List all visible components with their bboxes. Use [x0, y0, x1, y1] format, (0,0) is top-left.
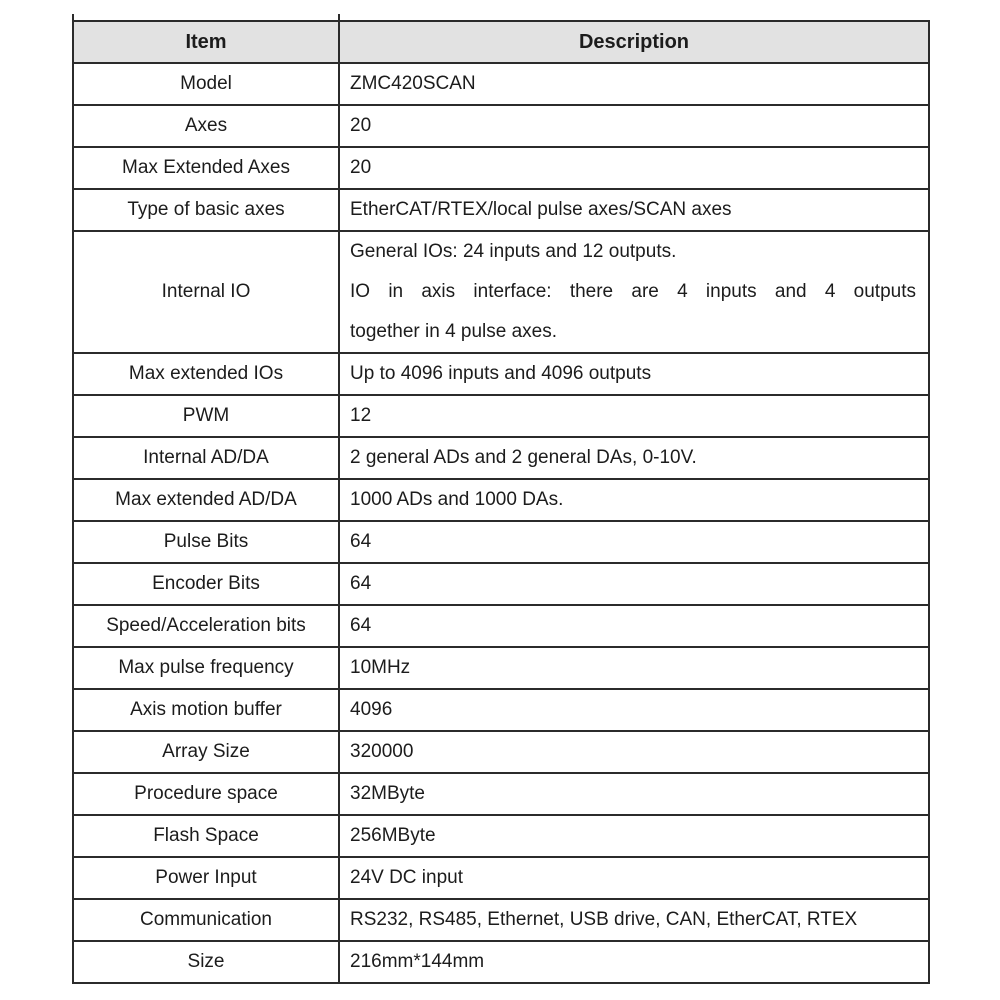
spec-value: 216mm*144mm — [339, 941, 929, 983]
spec-value: 2 general ADs and 2 general DAs, 0-10V. — [339, 437, 929, 479]
spec-value: 1000 ADs and 1000 DAs. — [339, 479, 929, 521]
spec-value: 24V DC input — [339, 857, 929, 899]
table-row-array-size — [73, 731, 929, 773]
table-row-power-input — [73, 857, 929, 899]
spec-item: Size — [73, 941, 339, 983]
spec-value-line: IO in axis interface: there are 4 inputs and 4 outputs — [350, 281, 916, 302]
table-row-type-of-basic-axes — [73, 189, 929, 231]
spec-item: Power Input — [73, 857, 339, 899]
spec-value: 20 — [339, 147, 929, 189]
table-row-max-extended-ios — [73, 353, 929, 395]
spec-item: Encoder Bits — [73, 563, 339, 605]
spec-item: Axis motion buffer — [73, 689, 339, 731]
column-header-item: Item — [73, 21, 339, 63]
table-row-size — [73, 941, 929, 983]
table-row-max-extended-ad-da — [73, 479, 929, 521]
table-row-pwm — [73, 395, 929, 437]
spec-value: RS232, RS485, Ethernet, USB drive, CAN, EtherCAT, RTEX — [339, 899, 929, 941]
table-row-max-pulse-frequency — [73, 647, 929, 689]
table-row-speed-acceleration-bits — [73, 605, 929, 647]
spec-item: PWM — [73, 395, 339, 437]
spec-item: Array Size — [73, 731, 339, 773]
spec-value: 12 — [339, 395, 929, 437]
spec-value: 10MHz — [339, 647, 929, 689]
spec-item: Max Extended Axes — [73, 147, 339, 189]
table-crop-border-bottom-mid — [338, 973, 340, 979]
table-row-procedure-space — [73, 773, 929, 815]
table-row-axis-motion-buffer — [73, 689, 929, 731]
table-row-encoder-bits — [73, 563, 929, 605]
table-crop-border-bottom-left — [72, 973, 74, 979]
spec-item: Max extended AD/DA — [73, 479, 339, 521]
table-row-internal-ad-da — [73, 437, 929, 479]
spec-item: Axes — [73, 105, 339, 147]
spec-value: 256MByte — [339, 815, 929, 857]
spec-value: ZMC420SCAN — [339, 63, 929, 105]
table-row-max-extended-axes — [73, 147, 929, 189]
spec-value: 64 — [339, 563, 929, 605]
spec-item: Max pulse frequency — [73, 647, 339, 689]
table-row-pulse-bits — [73, 521, 929, 563]
spec-item: Max extended IOs — [73, 353, 339, 395]
column-header-description: Description — [339, 21, 929, 63]
spec-item: Type of basic axes — [73, 189, 339, 231]
table-row-communication — [73, 899, 929, 941]
spec-item: Internal AD/DA — [73, 437, 339, 479]
table-row-internal-io — [73, 231, 929, 353]
spec-value: 4096 — [339, 689, 929, 731]
specification-table — [72, 20, 930, 984]
spec-value: EtherCAT/RTEX/local pulse axes/SCAN axes — [339, 189, 929, 231]
spec-item: Internal IO — [73, 231, 339, 353]
spec-value-line: General IOs: 24 inputs and 12 outputs. — [350, 241, 677, 262]
spec-value: 20 — [339, 105, 929, 147]
spec-item: Pulse Bits — [73, 521, 339, 563]
spec-value: Up to 4096 inputs and 4096 outputs — [339, 353, 929, 395]
spec-item: Speed/Acceleration bits — [73, 605, 339, 647]
spec-value — [339, 231, 929, 353]
spec-item: Model — [73, 63, 339, 105]
spec-value: 64 — [339, 521, 929, 563]
table-row-flash-space — [73, 815, 929, 857]
spec-value: 64 — [339, 605, 929, 647]
spec-item: Flash Space — [73, 815, 339, 857]
table-header-row — [73, 21, 929, 63]
spec-value: 320000 — [339, 731, 929, 773]
spec-value: 32MByte — [339, 773, 929, 815]
spec-item: Procedure space — [73, 773, 339, 815]
spec-value-line: together in 4 pulse axes. — [350, 321, 558, 342]
spec-item: Communication — [73, 899, 339, 941]
table-row-axes — [73, 105, 929, 147]
table-row-model — [73, 63, 929, 105]
